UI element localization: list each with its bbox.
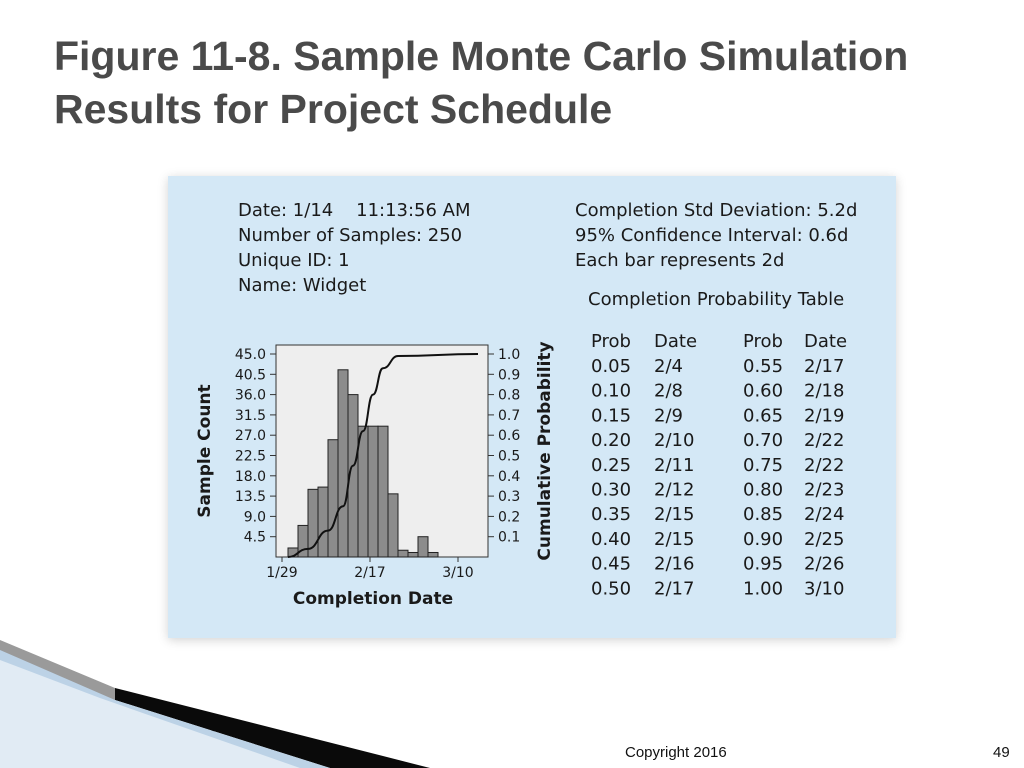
histogram-bar — [338, 370, 348, 557]
table-cell: 0.55 — [743, 356, 784, 377]
y2-tick-label: 0.3 — [498, 489, 521, 506]
x-tick-label: 1/29 — [266, 565, 298, 581]
table-cell: 2/18 — [804, 380, 845, 402]
table-cell: 2/17 — [804, 356, 845, 377]
y-tick-label: 9.0 — [243, 509, 266, 526]
y2-tick-label: 1.0 — [498, 347, 521, 363]
table-cell: 2/17 — [654, 578, 695, 600]
table-cell: 0.80 — [743, 479, 784, 501]
corner-decoration — [0, 640, 440, 768]
table-cell: 2/19 — [804, 405, 845, 427]
info-std-deviation: Completion Std Deviation: 5.2d — [575, 200, 858, 221]
table-cell: 0.05 — [591, 356, 632, 377]
footer-copyright: Copyright 2016 — [625, 744, 727, 761]
histogram-bar — [408, 552, 418, 557]
histogram-bar — [328, 440, 338, 557]
table-cell: 3/10 — [804, 578, 845, 600]
table-cell: 2/22 — [804, 454, 845, 476]
y2-tick-label: 0.6 — [498, 428, 521, 445]
y-tick-label: 36.0 — [234, 387, 266, 404]
y2-tick-label: 0.5 — [498, 448, 521, 465]
table-cell: 0.40 — [591, 528, 632, 550]
histogram-chart — [168, 176, 896, 638]
table-cell: 0.90 — [743, 528, 784, 550]
table-cell: 1.00 — [743, 578, 784, 600]
slide-title: Figure 11-8. Sample Monte Carlo Simulation Results for Project Schedule — [54, 33, 909, 132]
y2-tick-label: 0.7 — [498, 407, 521, 424]
histogram-bar — [418, 537, 428, 557]
y-tick-label: 31.5 — [234, 407, 266, 424]
info-unique-id: Unique ID: 1 — [238, 250, 350, 271]
histogram-bar — [398, 550, 408, 557]
histogram-bar — [358, 426, 368, 557]
table-cell: 0.10 — [591, 380, 632, 402]
y2-tick-label: 0.1 — [498, 529, 521, 546]
table-cell: 0.35 — [591, 504, 632, 526]
table-cell: 2/25 — [804, 528, 845, 550]
info-date: Date: 1/14 11:13:56 AM — [238, 200, 471, 221]
table-cell: 2/26 — [804, 553, 845, 575]
histogram-bar — [388, 494, 398, 557]
y2-tick-label: 0.9 — [498, 367, 521, 384]
table-cell: 2/24 — [804, 504, 845, 526]
y-tick-label: 22.5 — [234, 448, 266, 465]
y2-tick-label: 0.4 — [498, 468, 521, 485]
y2-tick-label: 0.2 — [498, 509, 521, 526]
y-axis-title: Sample Count — [195, 384, 215, 518]
table-cell: 2/8 — [654, 380, 683, 402]
y-tick-label: 4.5 — [243, 529, 266, 546]
y2-axis-title: Cumulative Probability — [535, 341, 555, 561]
table-cell: 2/11 — [654, 454, 695, 476]
table-cell: 2/23 — [804, 479, 845, 501]
x-tick-label: 3/10 — [442, 565, 474, 581]
table-cell: 0.85 — [743, 504, 784, 526]
histogram-bar — [368, 426, 378, 557]
page-number: 49 — [993, 744, 1010, 761]
probability-table-title: Completion Probability Table — [588, 289, 845, 310]
table-cell: 0.65 — [743, 405, 784, 427]
table-header: Prob — [743, 331, 783, 352]
table-header: Date — [654, 331, 698, 352]
y-tick-label: 18.0 — [234, 468, 266, 485]
table-cell: 2/15 — [654, 504, 695, 526]
table-cell: 2/10 — [654, 430, 695, 452]
table-cell: 2/15 — [654, 528, 695, 550]
y-tick-label: 27.0 — [234, 428, 266, 445]
table-cell: 0.75 — [743, 454, 784, 476]
x-axis-title: Completion Date — [292, 589, 454, 609]
table-cell: 0.15 — [591, 405, 632, 427]
histogram-bar — [378, 426, 388, 557]
info-confidence-interval: 95% Confidence Interval: 0.6d — [575, 225, 849, 246]
table-cell: 0.50 — [591, 578, 632, 600]
info-name: Name: Widget — [238, 275, 367, 296]
y-tick-label: 40.5 — [234, 367, 266, 384]
y-tick-label: 45.0 — [234, 347, 266, 363]
table-cell: 2/4 — [654, 356, 683, 377]
table-cell: 0.70 — [743, 430, 784, 452]
table-header: Prob — [591, 331, 631, 352]
table-cell: 2/12 — [654, 479, 695, 501]
info-bar-note: Each bar represents 2d — [575, 250, 785, 271]
figure-panel — [168, 176, 896, 638]
table-cell: 0.45 — [591, 553, 632, 575]
info-samples: Number of Samples: 250 — [238, 225, 463, 246]
histogram-bar — [428, 552, 438, 557]
table-header: Date — [804, 331, 848, 352]
table-cell: 2/16 — [654, 553, 695, 575]
table-cell: 0.30 — [591, 479, 632, 501]
y2-tick-label: 0.8 — [498, 387, 521, 404]
table-cell: 0.20 — [591, 430, 632, 452]
table-cell: 0.25 — [591, 454, 632, 476]
table-cell: 0.60 — [743, 380, 784, 402]
table-cell: 2/22 — [804, 430, 845, 452]
table-cell: 0.95 — [743, 553, 784, 575]
y-tick-label: 13.5 — [234, 489, 266, 506]
histogram-bar — [318, 487, 328, 557]
table-cell: 2/9 — [654, 405, 683, 427]
x-tick-label: 2/17 — [354, 565, 386, 581]
